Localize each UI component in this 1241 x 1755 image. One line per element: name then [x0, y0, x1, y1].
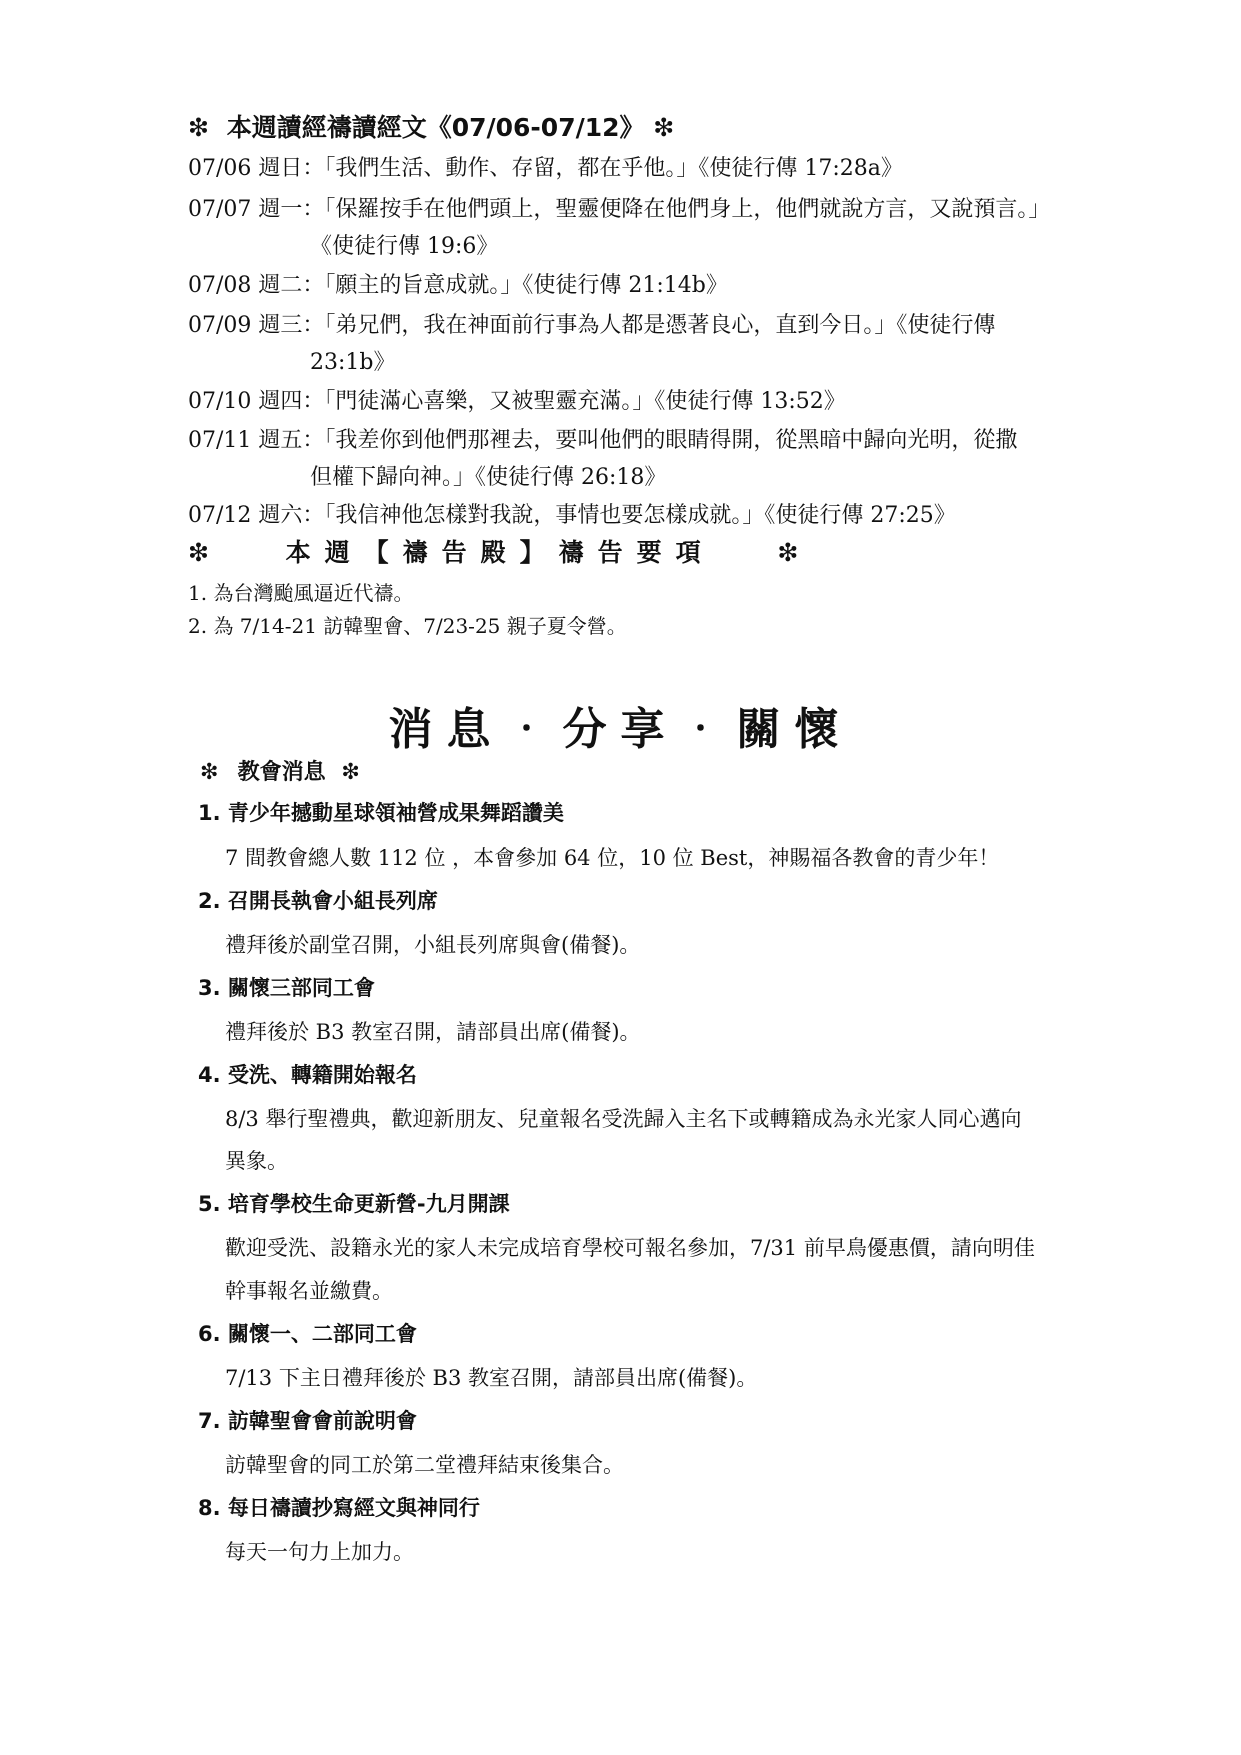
church-news-title-row [200, 755, 360, 786]
reading-text: 「我們生活、動作、存留，都在乎他。」《使徒行傳 17:28a》 [324, 156, 903, 181]
reading-text: 「門徒滿心喜樂，又被聖靈充滿。」《使徒行傳 13:52》 [324, 389, 846, 414]
news-item-title: 7. 訪韓聖會會前說明會 [198, 1409, 417, 1433]
news-item-body: 禮拜後於 B3 教室召開，請部員出席(備餐)。 [225, 1020, 641, 1044]
reading-entry [188, 151, 903, 187]
reading-text: 「保羅按手在他們頭上，聖靈便降在他們身上，他們就說方言，又說預言。」 [324, 197, 1051, 222]
flower-icon: ❇ [341, 760, 360, 785]
news-item-body: 每天一句力上加力。 [225, 1540, 414, 1564]
prayer-item: 1. 為台灣颱風逼近代禱。 [188, 581, 414, 605]
prayer-hall-title: 本週【禱告殿】禱告要項 [285, 538, 715, 567]
reading-date: 07/12 週六： [188, 503, 325, 528]
reading-date: 07/10 週四： [188, 389, 325, 414]
reading-date: 07/11 週五： [188, 428, 325, 453]
reading-continuation: 但權下歸向神。」《使徒行傳 26:18》 [310, 465, 667, 490]
flower-icon: ❇ [200, 760, 219, 785]
page-title: 消息‧分享‧關懷 [388, 704, 853, 755]
reading-text: 「我差你到他們那裡去，要叫他們的眼睛得開，從黑暗中歸向光明，從撒 [324, 428, 1018, 453]
news-item-body: 歡迎受洗、設籍永光的家人未完成培育學校可報名參加，7/31 前早鳥優惠價，請向明佳 [225, 1236, 1035, 1260]
reading-date: 07/08 週二： [188, 273, 325, 298]
reading-entry [188, 192, 1050, 228]
flower-icon: ❇ [188, 113, 209, 142]
reading-date: 07/06 週日： [188, 156, 325, 181]
news-item-body: 8/3 舉行聖禮典，歡迎新朋友、兒童報名受洗歸入主名下或轉籍成為永光家人同心邁向 [225, 1107, 1022, 1131]
church-news-title: 教會消息 [237, 760, 326, 785]
reading-entry [188, 498, 956, 534]
news-item-title: 5. 培育學校生命更新營-九月開課 [198, 1192, 510, 1216]
news-item-body: 訪韓聖會的同工於第二堂禮拜結束後集合。 [225, 1453, 624, 1477]
reading-text: 「弟兄們，我在神面前行事為人都是憑著良心，直到今日。」《使徒行傳 [324, 313, 996, 338]
news-item-body: 禮拜後於副堂召開，小組長列席與會(備餐)。 [225, 933, 641, 957]
news-item-title: 4. 受洗、轉籍開始報名 [198, 1063, 417, 1087]
reading-date: 07/07 週一： [188, 197, 325, 222]
reading-entry [188, 268, 728, 304]
prayer-item: 2. 為 7/14-21 訪韓聖會、7/23-25 親子夏令營。 [188, 614, 627, 638]
news-item-title: 2. 召開長執會小組長列席 [198, 889, 438, 913]
reading-continuation: 《使徒行傳 19:6》 [310, 234, 499, 259]
news-item-body-cont: 幹事報名並繳費。 [225, 1279, 393, 1303]
reading-continuation: 23:1b》 [310, 350, 396, 375]
news-item-body: 7/13 下主日禮拜後於 B3 教室召開，請部員出席(備餐)。 [225, 1366, 758, 1390]
reading-entry [188, 308, 995, 344]
prayer-hall-title-row [188, 533, 812, 569]
news-item-title: 1. 青少年撼動星球領袖營成果舞蹈讚美 [198, 801, 564, 825]
news-item-title: 6. 關懷一、二部同工會 [198, 1322, 417, 1346]
news-item-body: 7 間教會總人數 112 位 ，本會參加 64 位，10 位 Best，神賜福各教會的青少年！ [225, 846, 1000, 870]
weekly-reading-title-row [188, 108, 674, 144]
reading-entry [188, 423, 1017, 459]
flower-icon: ❇ [188, 538, 223, 567]
news-item-body-cont: 異象。 [225, 1149, 288, 1173]
weekly-reading-title: 本週讀經禱讀經文《07/06-07/12》 [226, 113, 645, 142]
flower-icon: ❇ [777, 538, 813, 567]
news-item-title: 8. 每日禱讀抄寫經文與神同行 [198, 1496, 480, 1520]
reading-text: 「我信神他怎樣對我說，事情也要怎樣成就。」《使徒行傳 27:25》 [324, 503, 956, 528]
reading-date: 07/09 週三： [188, 313, 325, 338]
news-item-title: 3. 關懷三部同工會 [198, 976, 375, 1000]
reading-text: 「願主的旨意成就。」《使徒行傳 21:14b》 [324, 273, 728, 298]
flower-icon: ❇ [653, 113, 675, 142]
reading-entry [188, 384, 846, 420]
